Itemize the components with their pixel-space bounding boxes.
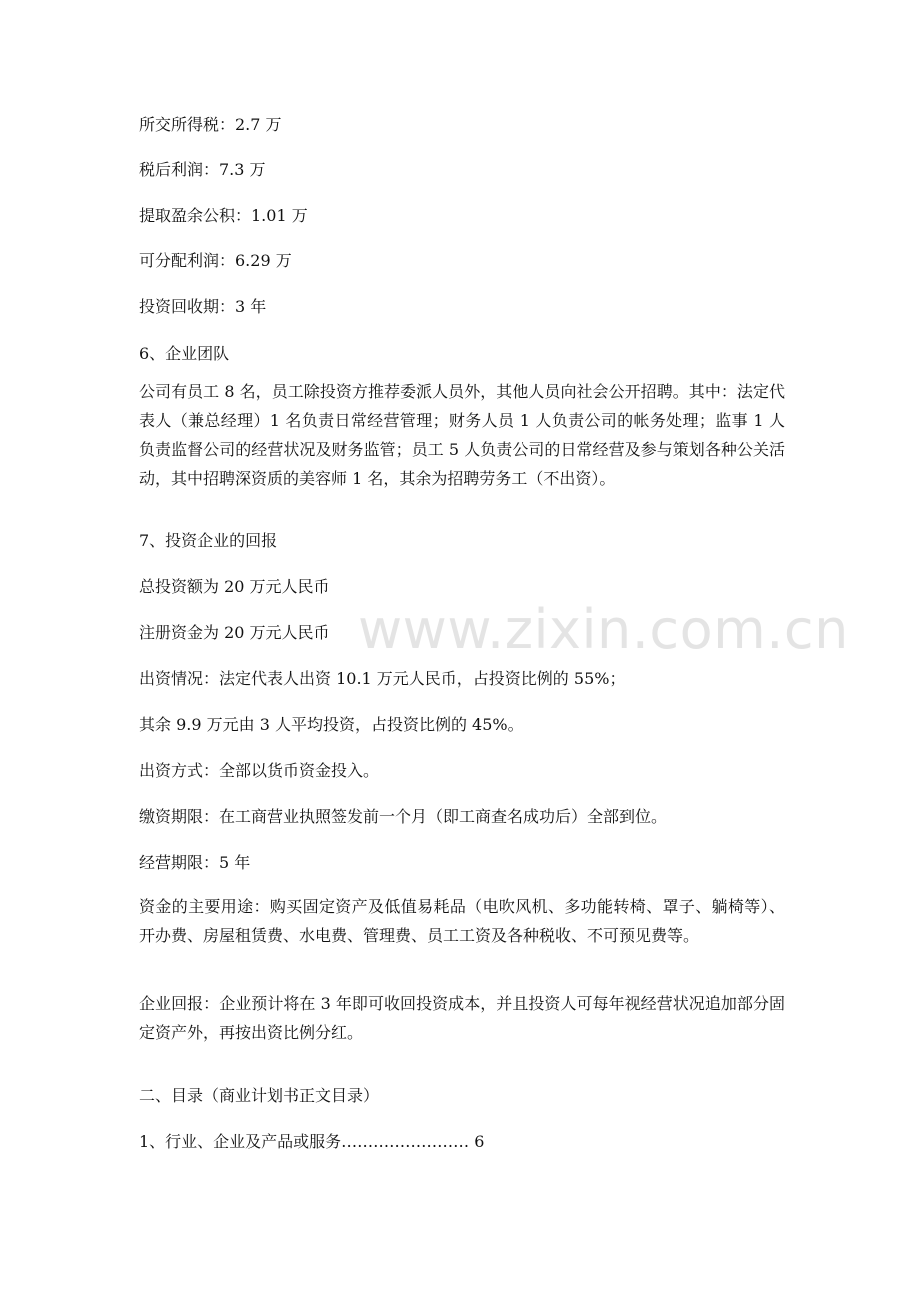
after-tax-profit-line: 税后利润：7.3 万 [139,160,266,179]
section-6-heading: 6、企业团队 [139,344,230,363]
toc-item-1: 1、行业、企业及产品或服务…………………… 6 [139,1132,485,1151]
tax-line: 所交所得税：2.7 万 [139,115,282,134]
enterprise-return-paragraph: 企业回报：企业预计将在 3 年即可收回投资成本，并且投资人可每年视经营状况追加部分固定资产外，再按出资比例分红。 [139,994,785,1042]
registered-capital-line: 注册资金为 20 万元人民币 [139,623,330,642]
operation-period-line: 经营期限：5 年 [139,853,251,872]
contribution-line-2: 其余 9.9 万元由 3 人平均投资，占投资比例的 45%。 [139,715,524,734]
toc-heading: 二、目录（商业计划书正文目录） [139,1086,380,1105]
payback-period-line: 投资回收期：3 年 [139,297,267,316]
watermark: www.zixin.com.cn [358,598,849,661]
fund-usage-paragraph: 资金的主要用途：购买固定资产及低值易耗品（电吹风机、多功能转椅、罩子、躺椅等）、开办费、房屋租赁费、水电费、管理费、员工工资及各种税收、不可预见费等。 [139,897,785,945]
contribution-method-line: 出资方式：全部以货币资金投入。 [139,761,380,780]
team-paragraph: 公司有员工 8 名，员工除投资方推荐委派人员外，其他人员向社会公开招聘。其中：法定代表人（兼总经理）1 名负责日常经营管理；财务人员 1 人负责公司的帐务处理；监事 1 人负责监督公司的经营状况及财务监管；员工 5 人负责公司的日常经营及参与策划各种公关活动，其中招聘深资质的美容师 1 名，其余为招聘劳务工（不出资）。 [139,382,785,488]
contribution-line-1: 出资情况：法定代表人出资 10.1 万元人民币，占投资比例的 55%； [139,669,626,688]
distributable-profit-line: 可分配利润：6.29 万 [139,251,292,270]
section-7-heading: 7、投资企业的回报 [139,531,278,550]
surplus-reserve-line: 提取盈余公积：1.01 万 [139,206,308,225]
payment-deadline-line: 缴资期限：在工商营业执照签发前一个月（即工商查名成功后）全部到位。 [139,807,668,826]
total-investment-line: 总投资额为 20 万元人民币 [139,577,330,596]
